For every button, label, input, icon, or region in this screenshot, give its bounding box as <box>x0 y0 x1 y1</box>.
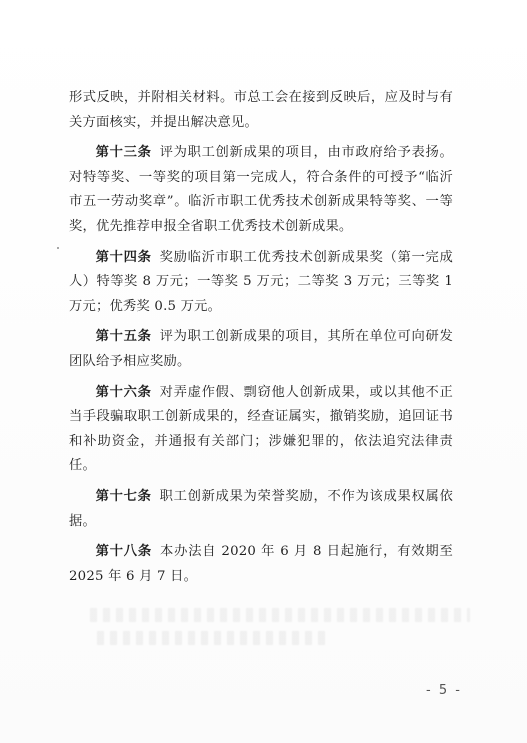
article-number: 第十三条 <box>95 145 152 161</box>
document-body <box>69 86 453 595</box>
paragraph-text: 形式反映，并附相关材料。市总工会在接到反映后，应及时与有关方面核实，并提出解决意见。 <box>69 90 453 130</box>
paragraph-text: 对弄虚作假、剽窃他人创新成果，或以其他不正当手段骗取职工创新成果的，经查证属实，撤销奖励，追回证书和补助资金，并通报有关部门；涉嫌犯罪的，依法追究法律责任。 <box>69 384 453 474</box>
paragraph-continuation <box>69 86 453 135</box>
article-number: 第十八条 <box>95 544 152 560</box>
article-14 <box>69 246 453 320</box>
paragraph-text: 本办法自 2020 年 6 月 8 日起施行，有效期至 2025 年 6 月 7 日。 <box>69 544 453 584</box>
show-through-text <box>90 608 470 622</box>
paragraph-text: 评为职工创新成果的项目，由市政府给予表扬。对特等奖、一等奖的项目第一完成人，符合条件的可授予“临沂市五一劳动奖章”。临沂市职工优秀技术创新成果特等奖、一等奖，优先推荐申报全省职工优秀技术创新成果。 <box>69 145 453 234</box>
article-18 <box>69 540 453 589</box>
article-13 <box>69 141 453 239</box>
paragraph-text: 奖励临沂市职工优秀技术创新成果奖（第一完成人）特等奖 8 万元；一等奖 5 万元；二等奖 3 万元；三等奖 1 万元；优秀奖 0.5 万元。 <box>69 249 453 314</box>
article-15 <box>69 325 453 374</box>
article-number: 第十六条 <box>95 384 152 400</box>
article-number: 第十五条 <box>95 329 152 345</box>
paragraph-text: 职工创新成果为荣誉奖励，不作为该成果权属依据。 <box>69 488 453 529</box>
article-number: 第十七条 <box>95 488 152 504</box>
article-number: 第十四条 <box>95 249 152 265</box>
show-through-text <box>97 631 327 645</box>
margin-mark <box>57 247 59 249</box>
article-16 <box>69 381 453 479</box>
paragraph-text: 评为职工创新成果的项目，其所在单位可向研发团队给予相应奖励。 <box>69 329 453 369</box>
article-17 <box>69 485 453 534</box>
page-number: - 5 - <box>426 683 462 698</box>
